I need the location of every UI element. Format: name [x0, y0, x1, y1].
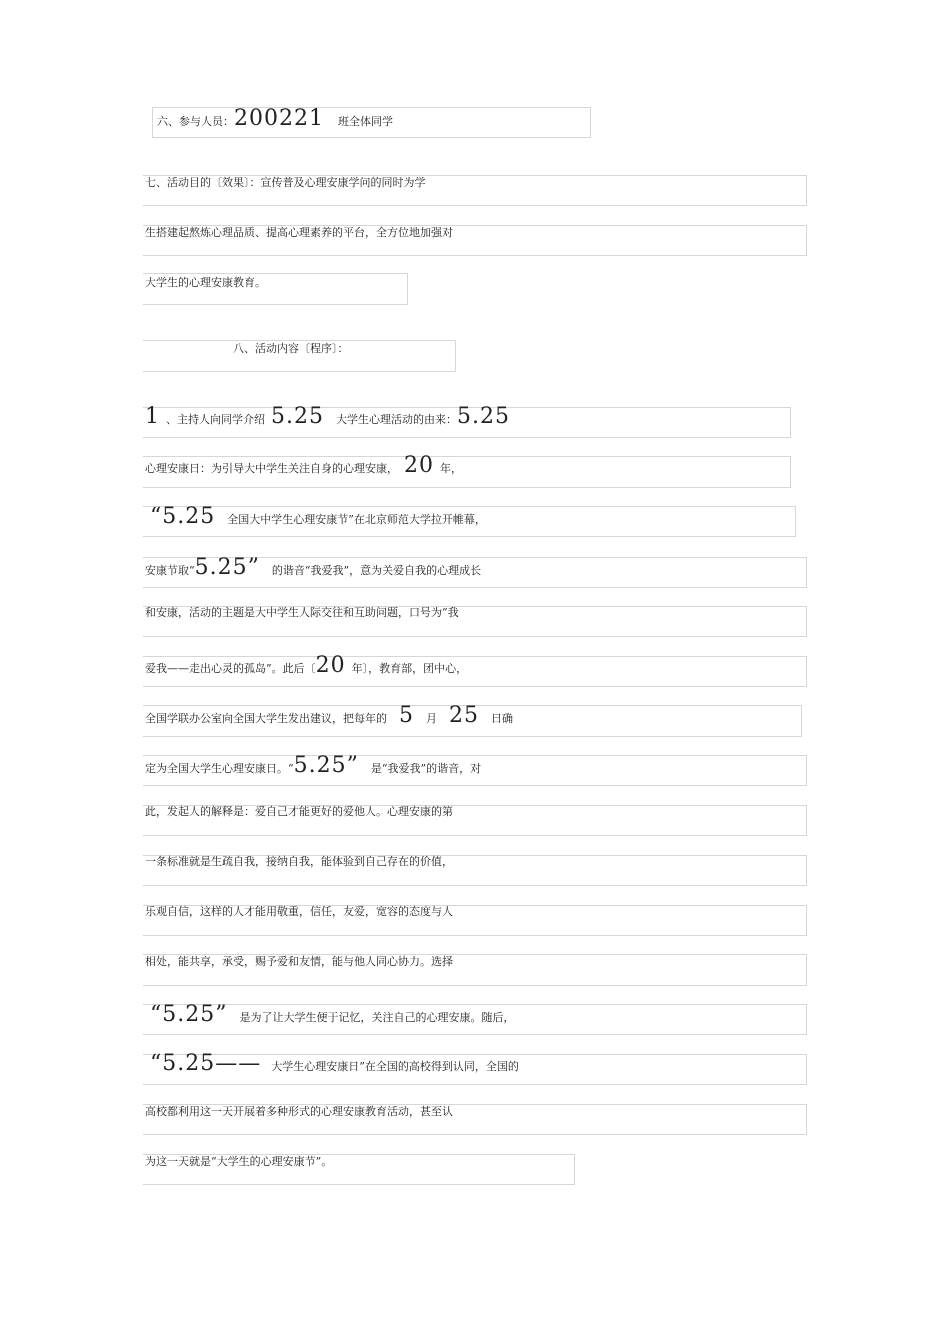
participants-suffix: 班全体同学 [337, 115, 393, 128]
content-line-6: 爱我——走出心灵的孤岛”。此后〔20 年〕，教育部，团中心， [145, 653, 468, 678]
content-line-13: “5.25” 是为了让大学生便于记忆，关注自己的心理安康。随后， [150, 1002, 515, 1027]
class-number: 200221 [234, 106, 324, 131]
item-number: 1 [145, 404, 160, 429]
content-line-14: “5.25—— 大学生心理安康日”在全国的高校得到认同，全国的 [150, 1051, 519, 1076]
content-line-16: 为这一天就是“大学生的心理安康节”。 [145, 1155, 333, 1168]
content-line-11: 乐观自信，这样的人才能用敬重，信任，友爱，宽容的态度与人 [145, 905, 453, 918]
content-line-15: 高校都利用这一天开展着多种形式的心理安康教育活动，甚至认 [145, 1105, 453, 1118]
content-line-5: 和安康，活动的主题是大中学生人际交往和互助问题，口号为“我 [145, 606, 459, 619]
participants-line [157, 106, 393, 131]
content-line-10: 一条标准就是生疏自我，接纳自我，能体验到自己存在的价值， [145, 855, 453, 868]
participants-label: 六、参与人员： [157, 115, 234, 128]
content-line-1: 1 、主持人向同学介绍 5.25 大学生心理活动的由来：5.25 [145, 404, 510, 429]
content-line-8: 定为全国大学生心理安康日。“5.25” 是“我爱我”的谐音，对 [145, 753, 482, 778]
purpose-line-1: 七、活动目的〔效果〕：宣传普及心理安康学问的同时为学 [145, 176, 426, 189]
content-line-12: 相处，能共享，承受，赐予爱和友情，能与他人同心协力。选择 [145, 955, 453, 968]
purpose-line-3: 大学生的心理安康教育。 [145, 276, 266, 289]
content-line-3: “5.25 全国大中学生心理安康节”在北京师范大学拉开帷幕， [150, 504, 486, 529]
content-line-4: 安康节取“5.25” 的谐音“我爱我”，意为关爱自我的心理成长 [145, 555, 482, 580]
section-heading-content: 八、活动内容〔程序〕： [233, 342, 349, 355]
content-line-2: 心理安康日：为引导大中学生关注自身的心理安康， 20 年， [145, 453, 462, 478]
purpose-line-2: 生搭建起熬炼心理品质、提高心理素养的平台，全方位地加强对 [145, 226, 453, 239]
content-line-7: 全国学联办公室向全国大学生发出建议，把每年的 5 月 25 日确 [145, 703, 513, 728]
content-line-9: 此，发起人的解释是：爱自己才能更好的爱他人。心理安康的第 [145, 805, 453, 818]
